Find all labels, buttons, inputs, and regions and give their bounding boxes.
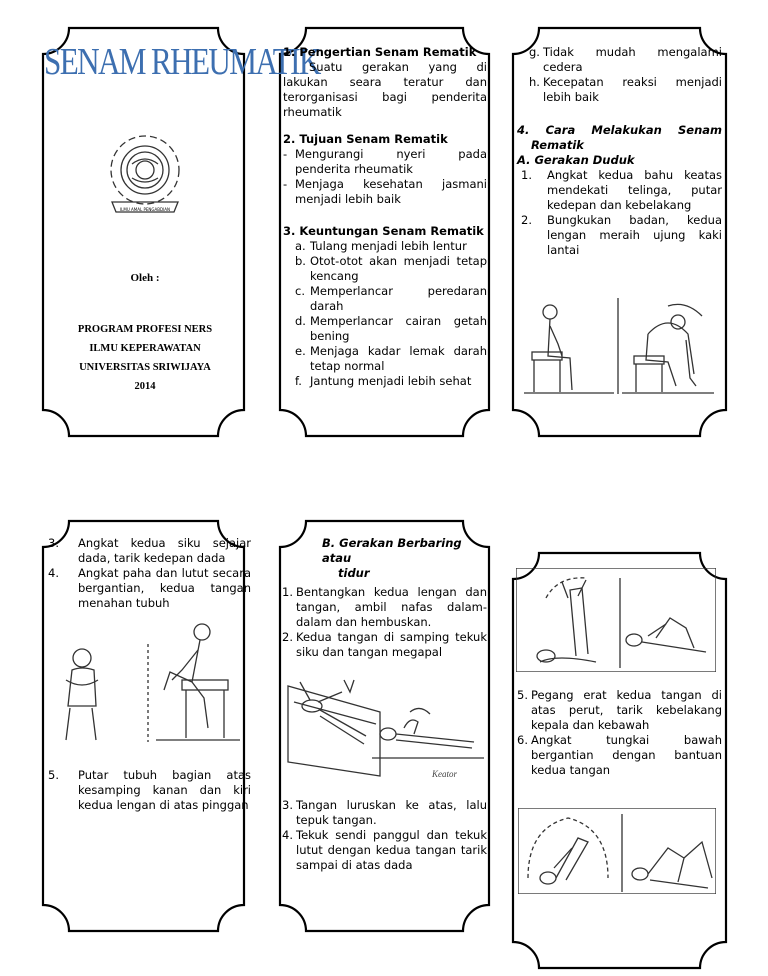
list-item: 4. Tekuk sendi panggul dan tekuk lutut dengan kedua tangan tarik sampai di atas dada [282, 828, 487, 872]
sitting-exercise-illustration [518, 294, 718, 400]
list-item: 2. Kedua tangan di samping tekuk siku dan tangan megapal [282, 630, 487, 659]
list-item: c. Memperlancar peredaran darah [295, 284, 487, 313]
cover-org-block [60, 320, 230, 396]
list-item: 3. Angkat kedua siku sejajar dada, tarik kedepan dada [48, 536, 251, 565]
list-item: f. Jantung menjadi lebih sehat [295, 374, 472, 388]
section-3-heading: 3. Keuntungan Senam Rematik [283, 224, 484, 238]
section-4-heading: 4. Cara Melakukan Senam Rematik [517, 123, 722, 152]
list-item: 2. Bungkukan badan, kedua lengan meraih ujung kaki lantai [521, 213, 722, 257]
cover-title: SENAM RHEUMATIK [44, 41, 320, 83]
section-2-heading: 2. Tujuan Senam Rematik [283, 132, 448, 146]
list-item: 1. Angkat kedua bahu keatas mendekati telinga, putar kedepan dan kebelakang [521, 168, 722, 212]
section-1-text: Suatu gerakan yang di lakukan seara teratur dan terorganisasi bagi penderita rheumatik [283, 60, 487, 119]
list-item: 1. Bentangkan kedua lengan dan tangan, ambil nafas dalam-dalam dan hembuskan. [282, 585, 487, 629]
lying-exercise-illustration [284, 672, 488, 784]
method-panel [517, 45, 722, 258]
list-item: 4. Angkat paha dan lutut secara bergantian, kedua tangan menahan tubuh [48, 566, 251, 610]
sketch-caption: Keator [432, 769, 458, 779]
list-item: 5. Pegang erat kedua tangan di atas perut, tarik kebelakang kepala dan kebawah [517, 688, 722, 732]
list-item: g. Tidak mudah mengalami cedera [529, 45, 722, 74]
lying-panel [282, 536, 487, 660]
sitting-panel-lower [48, 768, 251, 813]
knee-pull-illustration [518, 808, 716, 894]
list-item: 5. Putar tubuh bagian atas kesamping kanan dan kiri kedua lengan di atas pinggan [48, 768, 251, 812]
org-line-2: ILMU KEPERAWATAN [89, 343, 201, 354]
org-line-1: PROGRAM PROFESI NERS [77, 324, 213, 335]
list-item: 3. Tangan luruskan ke atas, lalu tepuk tangan. [282, 798, 487, 827]
sub-a-heading: A. Gerakan Duduk [517, 153, 635, 167]
lying-panel-lower [282, 798, 487, 873]
list-item: d. Memperlancar cairan getah bening [295, 314, 487, 343]
cover-year: 2014 [134, 381, 156, 392]
list-item: b. Otot-otot akan menjadi tetap kencang [295, 254, 487, 283]
list-item: - Menjaga kesehatan jasmani menjadi lebih baik [283, 177, 487, 206]
elbow-knee-exercise-illustration [52, 620, 244, 746]
info-panel [283, 45, 487, 389]
list-item: - Mengurangi nyeri pada penderita rheumatik [283, 147, 487, 176]
list-item: a. Tulang menjadi lebih lentur [295, 239, 467, 253]
cover-by-label: Oleh : [130, 272, 160, 284]
list-item: e. Menjaga kadar lemak darah tetap normal [295, 344, 487, 373]
sitting-panel [48, 536, 251, 611]
seal-motto: ILMU AMAL PENGABDIAN [120, 207, 170, 212]
org-line-3: UNIVERSITAS SRIWIJAYA [79, 362, 211, 373]
lying-panel-2 [517, 688, 722, 778]
list-item: 6. Angkat tungkai bawah bergantian dengan bantuan kedua tangan [517, 733, 722, 777]
list-item: h. Kecepatan reaksi menjadi lebih baik [529, 75, 722, 104]
leg-raise-illustration [516, 568, 716, 672]
sub-b-heading: B. Gerakan Berbaring atau tidur [322, 536, 462, 580]
section-1-heading: 1. Pengertian Senam Rematik [283, 45, 477, 59]
